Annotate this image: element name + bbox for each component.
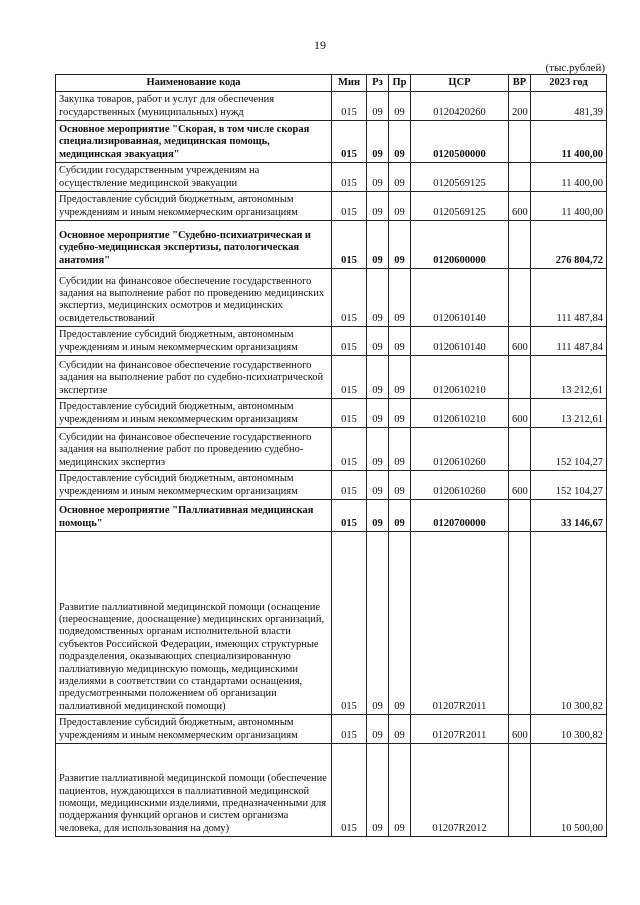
row-name: Субсидии на финансовое обеспечение государственного задания на выполнение работ по судебно-психиатрической экспертизе [56,356,332,399]
row-vr: 600 [509,471,531,500]
row-rz: 09 [367,327,389,356]
row-amount: 152 104,27 [531,428,607,471]
row-min: 015 [332,163,367,192]
table-header-row [56,75,607,92]
row-vr: 600 [509,399,531,428]
row-vr [509,221,531,269]
row-min: 015 [332,532,367,715]
row-min: 015 [332,471,367,500]
row-rz: 09 [367,471,389,500]
table-row [56,532,607,715]
row-name: Предоставление субсидий бюджетным, автономным учреждениям и иным некоммерческим организациям [56,715,332,744]
row-pr: 09 [389,92,411,121]
row-name: Закупка товаров, работ и услуг для обеспечения государственных (муниципальных) нужд [56,92,332,121]
row-csr: 0120610140 [411,327,509,356]
row-csr: 01207R2011 [411,532,509,715]
table-row [56,744,607,837]
row-rz: 09 [367,92,389,121]
row-name: Развитие паллиативной медицинской помощи (оснащение (переоснащение, дооснащение) медицинских организаций, подведомственных органам исполнительной власти субъектов Российской Федерации, имеющих структурные подразделения, оказывающих специализированную паллиативную медицинскую помощь, медицинскими изделиями в соответствии со стандартами оснащения, предусмотренными положением об организации паллиативной медицинской помощи) [56,532,332,715]
table-row [56,163,607,192]
row-rz: 09 [367,715,389,744]
row-amount: 10 500,00 [531,744,607,837]
row-csr: 0120600000 [411,221,509,269]
table-row [56,221,607,269]
row-csr: 0120569125 [411,163,509,192]
row-amount: 11 400,00 [531,163,607,192]
row-name: Предоставление субсидий бюджетным, автономным учреждениям и иным некоммерческим организациям [56,327,332,356]
row-amount: 13 212,61 [531,356,607,399]
row-amount: 111 487,84 [531,269,607,327]
table-row [56,471,607,500]
table-row [56,269,607,327]
row-name: Субсидии государственным учреждениям на осуществление медицинской эвакуации [56,163,332,192]
units-label: (тыс.рублей) [545,62,605,74]
row-csr: 0120569125 [411,192,509,221]
row-min: 015 [332,500,367,532]
table-row [56,192,607,221]
table-row [56,327,607,356]
row-rz: 09 [367,399,389,428]
row-rz: 09 [367,356,389,399]
row-pr: 09 [389,428,411,471]
row-amount: 10 300,82 [531,715,607,744]
row-amount: 152 104,27 [531,471,607,500]
budget-table [55,74,607,837]
row-rz: 09 [367,221,389,269]
header-vr: ВР [509,75,531,92]
row-min: 015 [332,327,367,356]
row-rz: 09 [367,428,389,471]
row-pr: 09 [389,269,411,327]
row-vr: 600 [509,327,531,356]
row-name: Предоставление субсидий бюджетным, автономным учреждениям и иным некоммерческим организациям [56,192,332,221]
row-min: 015 [332,121,367,163]
row-min: 015 [332,715,367,744]
row-vr [509,356,531,399]
row-amount: 11 400,00 [531,121,607,163]
row-csr: 01207R2011 [411,715,509,744]
row-vr: 600 [509,192,531,221]
row-amount: 13 212,61 [531,399,607,428]
row-name: Предоставление субсидий бюджетным, автономным учреждениям и иным некоммерческим организациям [56,471,332,500]
row-name: Предоставление субсидий бюджетным, автономным учреждениям и иным некоммерческим организациям [56,399,332,428]
row-csr: 0120610260 [411,428,509,471]
header-rz: Рз [367,75,389,92]
row-rz: 09 [367,269,389,327]
table-row [56,399,607,428]
row-name: Основное мероприятие "Скорая, в том числе скорая специализированная, медицинская помощь, медицинская эвакуация" [56,121,332,163]
header-name: Наименование кода [56,75,332,92]
row-vr [509,500,531,532]
row-min: 015 [332,428,367,471]
row-amount: 111 487,84 [531,327,607,356]
row-min: 015 [332,192,367,221]
row-pr: 09 [389,163,411,192]
row-pr: 09 [389,399,411,428]
header-pr: Пр [389,75,411,92]
row-name: Развитие паллиативной медицинской помощи (обеспечение пациентов, нуждающихся в паллиативной медицинской помощи, медицинскими изделиями, предназначенными для поддержания функций органов и систем организма человека, для использования на дому) [56,744,332,837]
table-row [56,428,607,471]
row-vr: 200 [509,92,531,121]
row-amount: 11 400,00 [531,192,607,221]
table-row [56,356,607,399]
header-csr: ЦСР [411,75,509,92]
row-vr [509,532,531,715]
row-name: Субсидии на финансовое обеспечение государственного задания на выполнение работ по проведению судебно-медицинских экспертиз [56,428,332,471]
row-pr: 09 [389,744,411,837]
row-csr: 0120610260 [411,471,509,500]
row-pr: 09 [389,327,411,356]
row-rz: 09 [367,163,389,192]
row-rz: 09 [367,744,389,837]
row-min: 015 [332,269,367,327]
row-vr [509,428,531,471]
row-name: Основное мероприятие "Паллиативная медицинская помощь" [56,500,332,532]
row-amount: 276 804,72 [531,221,607,269]
header-year: 2023 год [531,75,607,92]
row-amount: 481,39 [531,92,607,121]
row-pr: 09 [389,192,411,221]
row-vr [509,163,531,192]
row-csr: 0120610140 [411,269,509,327]
row-amount: 33 146,67 [531,500,607,532]
row-amount: 10 300,82 [531,532,607,715]
row-csr: 0120500000 [411,121,509,163]
row-vr [509,121,531,163]
row-rz: 09 [367,500,389,532]
row-pr: 09 [389,221,411,269]
row-pr: 09 [389,356,411,399]
row-name: Субсидии на финансовое обеспечение государственного задания на выполнение работ по проведению медицинских экспертиз, медицинских осмотров и медицинских освидетельствований [56,269,332,327]
table-row [56,121,607,163]
row-pr: 09 [389,471,411,500]
row-csr: 0120610210 [411,356,509,399]
row-csr: 0120420260 [411,92,509,121]
row-min: 015 [332,356,367,399]
table-row [56,500,607,532]
row-pr: 09 [389,500,411,532]
row-csr: 01207R2012 [411,744,509,837]
row-rz: 09 [367,532,389,715]
row-pr: 09 [389,715,411,744]
row-vr [509,269,531,327]
table-row [56,715,607,744]
row-csr: 0120700000 [411,500,509,532]
row-min: 015 [332,744,367,837]
table-row [56,92,607,121]
row-rz: 09 [367,192,389,221]
row-vr [509,744,531,837]
row-name: Основное мероприятие "Судебно-психиатрическая и судебно-медицинская экспертизы, патологическая анатомия" [56,221,332,269]
row-min: 015 [332,92,367,121]
row-min: 015 [332,221,367,269]
row-rz: 09 [367,121,389,163]
page-number: 19 [314,38,326,52]
row-min: 015 [332,399,367,428]
header-min: Мин [332,75,367,92]
row-vr: 600 [509,715,531,744]
row-pr: 09 [389,121,411,163]
row-csr: 0120610210 [411,399,509,428]
row-pr: 09 [389,532,411,715]
